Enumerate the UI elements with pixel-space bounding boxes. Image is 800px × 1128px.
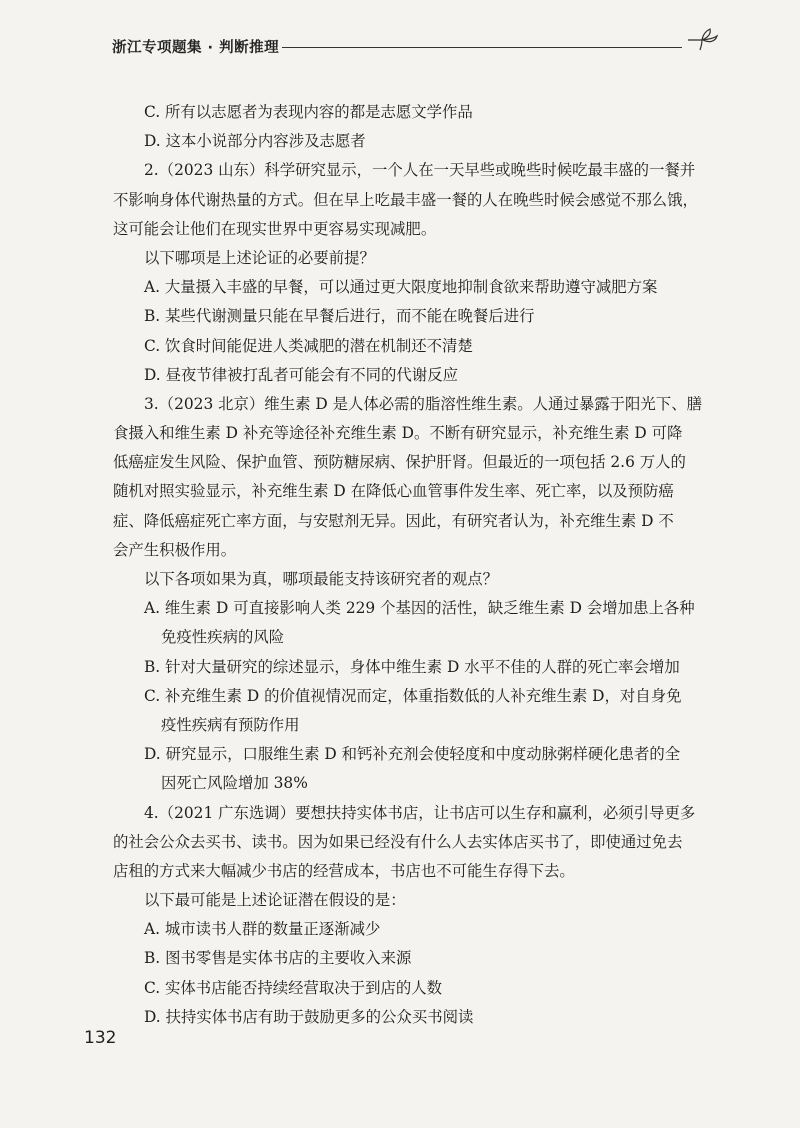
text-line bbox=[113, 273, 719, 302]
text-line: C. 饮食时间能促进人类减肥的潜在机制还不清楚 bbox=[144, 336, 473, 355]
page-number: 132 bbox=[84, 1028, 117, 1048]
question-paragraph bbox=[113, 799, 719, 887]
question-paragraph bbox=[113, 390, 719, 565]
text-line bbox=[113, 361, 719, 390]
text-line: 以下各项如果为真，哪项最能支持该研究者的观点？ bbox=[144, 570, 498, 588]
text-line: B. 某些代谢测量只能在早餐后进行，而不能在晚餐后进行 bbox=[144, 307, 535, 326]
text-line bbox=[113, 127, 719, 156]
text-line: A. 大量摄入丰盛的早餐，可以通过更大限度地抑制食欲来帮助遵守减肥方案 bbox=[144, 278, 658, 297]
text-line bbox=[113, 886, 719, 915]
text-line: 不影响身体代谢热量的方式。但在早上吃最丰盛一餐的人在晚些时候会感觉不那么饿， bbox=[113, 190, 698, 209]
text-line: 店租的方式来大幅减少书店的经营成本，书店也不可能生存得下去。 bbox=[113, 861, 575, 880]
text-line: C. 实体书店能否持续经营取决于到店的人数 bbox=[144, 978, 443, 997]
text-line: D. 研究显示，口服维生素 D 和钙补充剂会使轻度和中度动脉粥样硬化患者的全 bbox=[144, 745, 681, 764]
text-line bbox=[113, 98, 719, 127]
header-rule bbox=[282, 47, 682, 48]
text-line: 疫性疾病有预防作用 bbox=[161, 715, 300, 734]
question-paragraph bbox=[113, 156, 719, 244]
text-line bbox=[113, 244, 719, 273]
text-line bbox=[113, 974, 719, 1003]
text-line: A. 维生素 D 可直接影响人类 229 个基因的活性，缺乏维生素 D 会增加患上各种 bbox=[144, 599, 695, 618]
text-line: C. 所有以志愿者为表现内容的都是志愿文学作品 bbox=[144, 103, 473, 121]
answer-option bbox=[113, 653, 719, 682]
text-line: 食摄入和维生素 D 补充等途径补充维生素 D。不断有研究显示，补充维生素 D 可降 bbox=[113, 424, 683, 443]
page-header bbox=[0, 0, 800, 70]
text-line: 会产生积极作用。 bbox=[113, 540, 237, 559]
text-line bbox=[113, 915, 719, 944]
text-line: 免疫性疾病的风险 bbox=[161, 628, 285, 647]
text-line: 低癌症发生风险、保护血管、预防糖尿病、保护肝肾。但最近的一项包括 2.6 万人的 bbox=[113, 453, 686, 472]
text-line: 2.（2023 山东）科学研究显示，一个人在一天早些或晚些时候吃最丰盛的一餐并 bbox=[144, 161, 696, 180]
text-line: 这可能会让他们在现实世界中更容易实现减肥。 bbox=[113, 219, 437, 238]
text-line: 因死亡风险增加 38% bbox=[161, 774, 308, 793]
text-line: 随机对照实验显示，补充维生素 D 在降低心血管事件发生率、死亡率，以及预防癌 bbox=[113, 482, 674, 501]
text-line bbox=[113, 1003, 719, 1032]
answer-option bbox=[113, 682, 719, 740]
question-content bbox=[113, 98, 719, 1032]
text-line: D. 昼夜节律被打乱者可能会有不同的代谢反应 bbox=[144, 365, 458, 384]
text-line: B. 针对大量研究的综述显示，身体中维生素 D 水平不佳的人群的死亡率会增加 bbox=[144, 657, 680, 676]
watermark bbox=[420, 575, 424, 585]
text-line: 4.（2021 广东选调）要想扶持实体书店，让书店可以生存和赢利，必须引导更多 bbox=[144, 803, 696, 822]
text-line: B. 图书零售是实体书店的主要收入来源 bbox=[144, 949, 412, 968]
running-title: 浙江专项题集 · 判断推理 bbox=[112, 40, 280, 56]
text-line: D. 扶持实体书店有助于鼓励更多的公众买书阅读 bbox=[144, 1007, 474, 1026]
answer-option bbox=[113, 594, 719, 652]
text-line: 的社会公众去买书、读书。因为如果已经没有什么人去实体店买书了，即使通过免去 bbox=[113, 832, 683, 851]
text-line: A. 城市读书人群的数量正逐渐减少 bbox=[144, 920, 381, 939]
text-line: 以下最可能是上述论证潜在假设的是： bbox=[144, 891, 406, 910]
answer-option bbox=[113, 740, 719, 798]
text-line: D. 这本小说部分内容涉及志愿者 bbox=[144, 132, 366, 151]
text-line: 症、降低癌症死亡率方面，与安慰剂无异。因此，有研究者认为，补充维生素 D 不 bbox=[113, 511, 674, 530]
text-line bbox=[113, 332, 719, 361]
text-line bbox=[113, 944, 719, 973]
text-line bbox=[113, 302, 719, 331]
text-line: 以下哪项是上述论证的必要前提？ bbox=[144, 248, 375, 267]
text-line: 3.（2023 北京）维生素 D 是人体必需的脂溶性维生素。人通过暴露于阳光下、膳 bbox=[144, 394, 702, 413]
text-line: C. 补充维生素 D 的价值视情况而定，体重指数低的人补充维生素 D，对自身免 bbox=[144, 686, 682, 705]
text-line bbox=[113, 565, 719, 594]
sprout-icon bbox=[684, 24, 724, 54]
